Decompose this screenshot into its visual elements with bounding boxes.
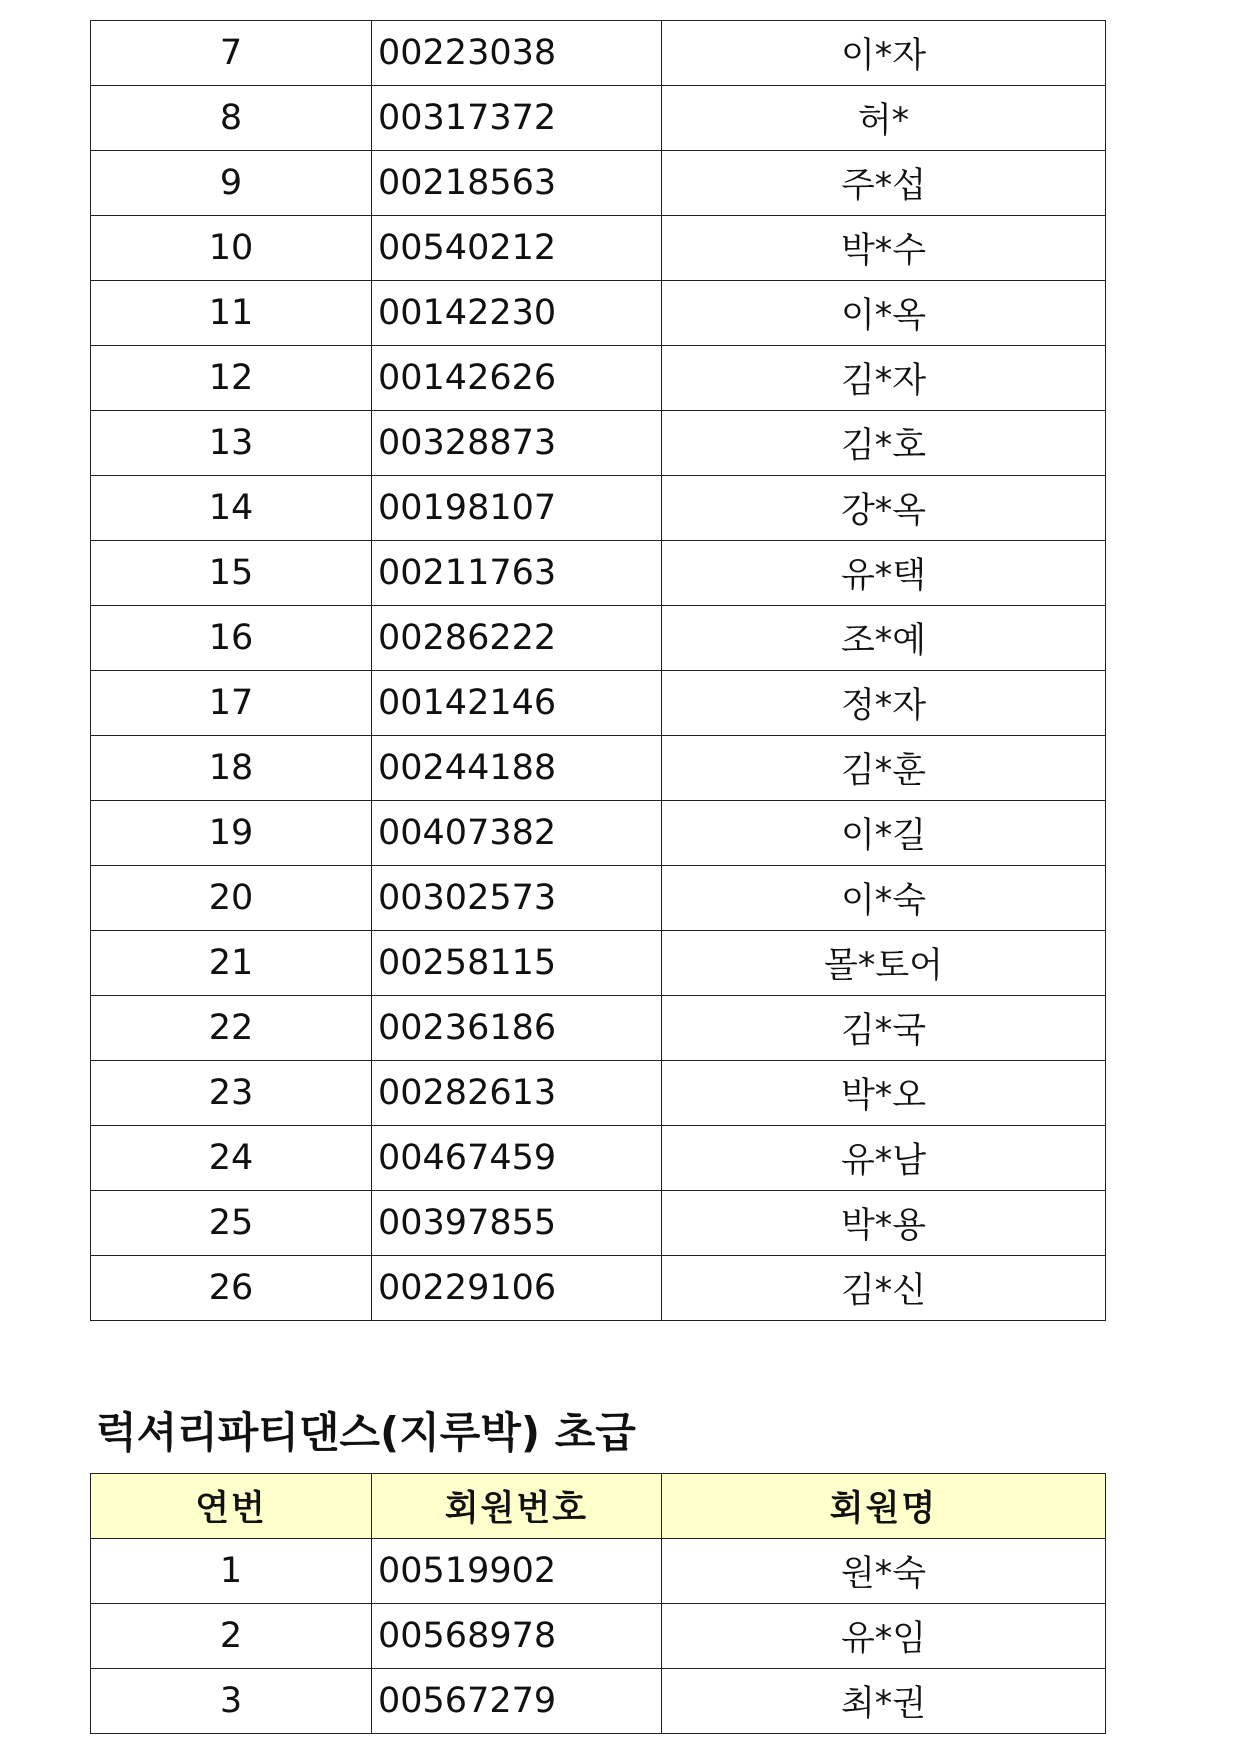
member-name-cell: 박*수 <box>662 216 1106 281</box>
member-name-cell: 조*예 <box>662 606 1106 671</box>
column-header-member-id: 회원번호 <box>372 1474 662 1539</box>
member-name-cell: 이*옥 <box>662 281 1106 346</box>
table-row <box>91 1061 1106 1126</box>
column-header-no: 연번 <box>91 1474 372 1539</box>
member-id-cell: 00328873 <box>372 411 662 476</box>
column-header-name: 회원명 <box>662 1474 1106 1539</box>
member-id-cell: 00540212 <box>372 216 662 281</box>
member-id-cell: 00286222 <box>372 606 662 671</box>
table-row <box>91 151 1106 216</box>
table-row <box>91 996 1106 1061</box>
row-number-cell: 20 <box>91 866 372 931</box>
member-name-cell: 박*오 <box>662 1061 1106 1126</box>
row-number-cell: 25 <box>91 1191 372 1256</box>
row-number-cell: 17 <box>91 671 372 736</box>
table-row <box>91 866 1106 931</box>
row-number-cell: 8 <box>91 86 372 151</box>
row-number-cell: 23 <box>91 1061 372 1126</box>
table-row <box>91 1126 1106 1191</box>
table-row <box>91 1191 1106 1256</box>
member-id-cell: 00568978 <box>372 1604 662 1669</box>
member-id-cell: 00317372 <box>372 86 662 151</box>
row-number-cell: 2 <box>91 1604 372 1669</box>
table-row <box>91 411 1106 476</box>
member-name-cell: 허* <box>662 86 1106 151</box>
section-title: 럭셔리파티댄스(지루박) 초급 <box>96 1408 636 1457</box>
table-row <box>91 801 1106 866</box>
member-id-cell: 00223038 <box>372 21 662 86</box>
table-row <box>91 86 1106 151</box>
row-number-cell: 21 <box>91 931 372 996</box>
member-id-cell: 00258115 <box>372 931 662 996</box>
table-row <box>91 736 1106 801</box>
member-id-cell: 00467459 <box>372 1126 662 1191</box>
member-id-cell: 00142626 <box>372 346 662 411</box>
table-row <box>91 1256 1106 1321</box>
member-id-cell: 00198107 <box>372 476 662 541</box>
table-row <box>91 476 1106 541</box>
member-id-cell: 00407382 <box>372 801 662 866</box>
table-row <box>91 671 1106 736</box>
row-number-cell: 26 <box>91 1256 372 1321</box>
table-row <box>91 606 1106 671</box>
row-number-cell: 18 <box>91 736 372 801</box>
table-header-row <box>91 1474 1106 1539</box>
row-number-cell: 12 <box>91 346 372 411</box>
member-name-cell: 김*훈 <box>662 736 1106 801</box>
row-number-cell: 15 <box>91 541 372 606</box>
member-id-cell: 00211763 <box>372 541 662 606</box>
member-table-body <box>91 21 1106 1321</box>
row-number-cell: 3 <box>91 1669 372 1734</box>
row-number-cell: 13 <box>91 411 372 476</box>
member-name-cell: 몰*토어 <box>662 931 1106 996</box>
row-number-cell: 24 <box>91 1126 372 1191</box>
member-name-cell: 박*용 <box>662 1191 1106 1256</box>
table-row <box>91 21 1106 86</box>
beginner-class-table <box>90 1473 1106 1734</box>
table-row <box>91 216 1106 281</box>
row-number-cell: 19 <box>91 801 372 866</box>
member-name-cell: 유*택 <box>662 541 1106 606</box>
member-name-cell: 정*자 <box>662 671 1106 736</box>
member-name-cell: 이*자 <box>662 21 1106 86</box>
member-name-cell: 이*숙 <box>662 866 1106 931</box>
row-number-cell: 1 <box>91 1539 372 1604</box>
row-number-cell: 14 <box>91 476 372 541</box>
member-id-cell: 00244188 <box>372 736 662 801</box>
member-name-cell: 김*호 <box>662 411 1106 476</box>
table-row <box>91 541 1106 606</box>
member-id-cell: 00142230 <box>372 281 662 346</box>
member-name-cell: 김*국 <box>662 996 1106 1061</box>
member-name-cell: 주*섭 <box>662 151 1106 216</box>
member-name-cell: 유*임 <box>662 1604 1106 1669</box>
member-id-cell: 00397855 <box>372 1191 662 1256</box>
member-name-cell: 김*자 <box>662 346 1106 411</box>
table-row <box>91 1539 1106 1604</box>
beginner-class-table-body <box>91 1539 1106 1734</box>
row-number-cell: 10 <box>91 216 372 281</box>
member-name-cell: 강*옥 <box>662 476 1106 541</box>
row-number-cell: 16 <box>91 606 372 671</box>
table-row <box>91 346 1106 411</box>
member-id-cell: 00236186 <box>372 996 662 1061</box>
member-id-cell: 00519902 <box>372 1539 662 1604</box>
member-name-cell: 원*숙 <box>662 1539 1106 1604</box>
member-id-cell: 00218563 <box>372 151 662 216</box>
row-number-cell: 7 <box>91 21 372 86</box>
member-id-cell: 00302573 <box>372 866 662 931</box>
member-table-continued <box>90 20 1106 1321</box>
row-number-cell: 22 <box>91 996 372 1061</box>
member-name-cell: 이*길 <box>662 801 1106 866</box>
member-id-cell: 00229106 <box>372 1256 662 1321</box>
row-number-cell: 9 <box>91 151 372 216</box>
member-id-cell: 00567279 <box>372 1669 662 1734</box>
table-row <box>91 931 1106 996</box>
member-name-cell: 김*신 <box>662 1256 1106 1321</box>
member-name-cell: 최*권 <box>662 1669 1106 1734</box>
member-id-cell: 00282613 <box>372 1061 662 1126</box>
member-name-cell: 유*남 <box>662 1126 1106 1191</box>
table-row <box>91 1604 1106 1669</box>
table-row <box>91 281 1106 346</box>
member-id-cell: 00142146 <box>372 671 662 736</box>
table-row <box>91 1669 1106 1734</box>
row-number-cell: 11 <box>91 281 372 346</box>
